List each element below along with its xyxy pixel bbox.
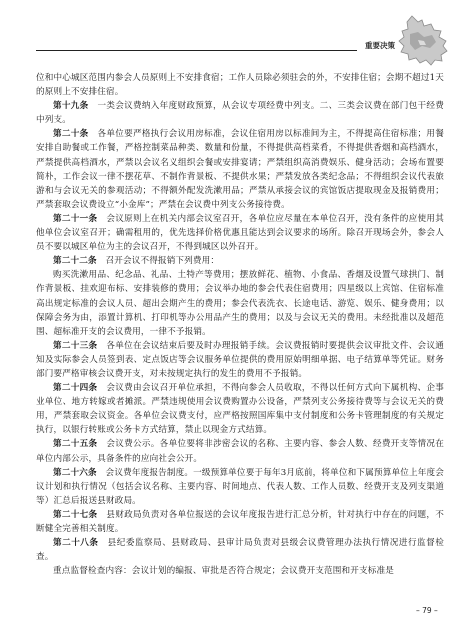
article-number: 第二十七条 (53, 509, 98, 520)
paragraph-text: 会议费公示。各单位要将非涉密会议的名称、主要内容、参会人数、经费开支等情况在单位内部公示，具备条件的应向社会公开。 (36, 439, 444, 464)
header-title: 重要决策 (365, 41, 395, 50)
paragraph (36, 466, 444, 508)
page-number: – 79 – (416, 606, 438, 615)
article-number: 第二十二条 (53, 256, 97, 267)
paragraph-text: 召开会议不得报销下列费用： (105, 256, 220, 267)
paragraph-text: 各单位在会议结束后要及时办理报销手续。会议费报销时要提供会议审批文件、会议通知及实际参会人员签到表、定点饭店等会议服务单位提供的费用原始明细单据、电子结算单等凭证。财务部门要严格审核会议费开支，对未按规定执行的发生的费用不予报销。 (36, 340, 444, 379)
paragraph-text: 位和中心城区范围内参会人员原则上不安排食宿；工作人员除必须驻会的外，不安排住宿；会期不超过1天的原则上不安排住宿。 (36, 73, 444, 98)
paragraph-text: 各单位要严格执行会议用房标准，会议住宿用房以标准间为主，不得提高住宿标准；用餐安排自助餐或工作餐，严格控制菜品种类、数量和份量，不得提供高档菜肴，不得提供香烟和高档酒水，严禁提供高档酒水，严禁以会议名义组织会餐或安排宴请；严禁组织高消费娱乐、健身活动；会场布置要简朴，工作会议一律不摆花草、不制作背景板、不提供水果；严禁发放各类纪念品；不得组织会议代表旅游和与会议无关的参观活动；不得额外配发洗漱用品；严禁从承接会议的宾馆饭店提取现金及报销费用；严禁套取会议费设立“小金库”；严禁在会议费中列支公务接待费。 (36, 129, 444, 210)
article-number: 第二十八条 (53, 538, 99, 549)
paragraph-text: 会议费由会议召开单位承担，不得向参会人员收取，不得以任何方式向下属机构、企事业单位、地方转嫁或者摊派。严禁违规使用会议费购置办公设备，严禁列支公务接待费等与会议无关的费用，严禁套取会议资金。各单位会议费支付，应严格按照国库集中支付制度和公务卡管理制度的有关规定执行，以银行转账或公务卡方式结算，禁止以现金方式结算。 (36, 383, 444, 436)
article-number: 第二十四条 (53, 383, 98, 394)
article-number: 第二十三条 (53, 340, 98, 351)
article-number: 第二十条 (53, 129, 89, 140)
paragraph (36, 437, 444, 465)
header-rule (36, 50, 357, 51)
paragraph (36, 254, 444, 268)
map-emblem-icon (398, 14, 448, 66)
paragraph (36, 71, 444, 99)
paragraph-text: 一类会议费纳入年度财政预算，从会议专项经费中列支。二、三类会议费在部门包干经费中列支。 (36, 101, 444, 126)
document-body (36, 71, 444, 578)
paragraph-text: 重点监督检查内容：会议计划的编报、审批是否符合规定；会议费开支范围和开支标准是 (53, 566, 395, 577)
paragraph-text: 县财政局负责对各单位报送的会议年度报告进行汇总分析，针对执行中存在的问题，不断健全完善相关制度。 (36, 509, 444, 534)
paragraph-text: 购买洗漱用品、纪念品、礼品、土特产等费用；摆放鲜花、植物、小食品、香烟及设置气球拱门、制作背景板、挂欢迎布标、安排装修的费用；会议举办地的参会代表住宿费用；四星级以上宾馆、住宿标准高出规定标准的会议人员、超出会期产生的费用；参会代表洗衣、长途电话、游览、娱乐、健身费用；以保障会务为由，添置计算机、打印机等办公用品产生的费用；以及与会议无关的费用。未经批准以及超范围、超标准开支的会议费用，一律不予报销。 (36, 270, 444, 337)
article-number: 第二十一条 (53, 213, 98, 224)
paragraph (36, 127, 444, 212)
paragraph (36, 339, 444, 381)
paragraph-text: 会议原则上在机关内部会议室召开，各单位应尽量在本单位召开，没有条件的应使用其他单位会议室召开；确需租用的，优先选择价格优惠且能达到会议要求的场所。除召开现场会外，参会人员不要以城区单位为主的会议召开，不得到城区以外召开。 (36, 213, 444, 253)
paragraph (36, 564, 444, 578)
paragraph (36, 536, 444, 564)
article-number: 第十九条 (53, 101, 89, 112)
paragraph (36, 508, 444, 536)
paragraph (36, 99, 444, 127)
paragraph (36, 381, 444, 437)
paragraph (36, 268, 444, 338)
paragraph-text: 县纪委监察局、县财政局、县审计局负责对县级会议费管理办法执行情况进行监督检查。 (36, 538, 444, 563)
paragraph-text: 会议费年度报告制度。一级预算单位要于每年3月底前，将单位和下属预算单位上年度会议计划和执行情况（包括会议名称、主要内容、时间地点、代表人数、工作人员数、经费开支及列支渠道等）汇总后报送县财政局。 (36, 467, 444, 506)
article-number: 第二十五条 (53, 439, 98, 450)
paragraph (36, 212, 444, 254)
article-number: 第二十六条 (53, 467, 97, 478)
